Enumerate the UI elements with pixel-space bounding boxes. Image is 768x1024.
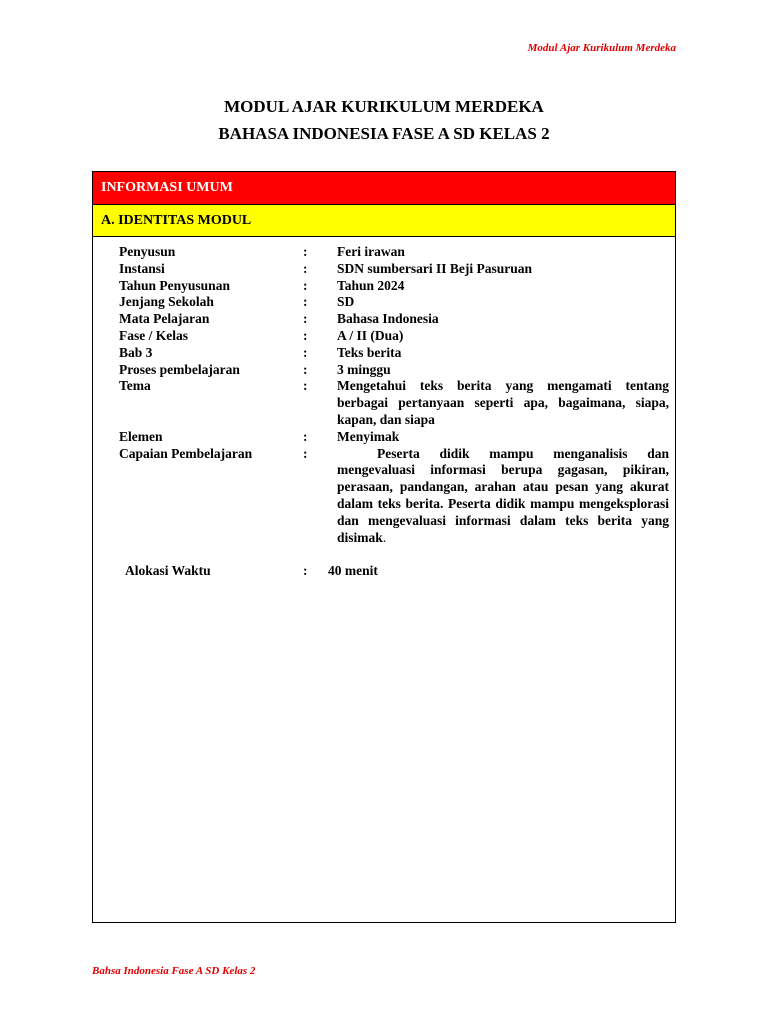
field-label: Penyusun	[119, 244, 176, 259]
running-header: Modul Ajar Kurikulum Merdeka	[527, 42, 676, 54]
field-label: Elemen	[119, 428, 163, 444]
field-label: Tahun Penyusunan	[119, 277, 230, 293]
field-separator: :	[303, 428, 308, 444]
identity-fields	[119, 244, 669, 546]
field-proses-pembelajaran	[119, 362, 669, 379]
field-label: Tema	[119, 378, 151, 394]
field-value: Menyimak	[337, 428, 400, 444]
field-separator: :	[303, 244, 308, 259]
field-label: Proses pembelajaran	[119, 361, 240, 377]
field-tema	[119, 378, 669, 428]
field-alokasi-waktu	[125, 563, 378, 580]
field-label: Jenjang Sekolah	[119, 294, 214, 310]
identity-table	[92, 171, 676, 923]
field-separator: :	[303, 344, 308, 360]
section-heading-informasi-umum: INFORMASI UMUM	[93, 172, 675, 205]
field-label: Fase / Kelas	[119, 327, 188, 343]
field-penyusun	[119, 244, 669, 261]
field-mata-pelajaran	[119, 311, 669, 328]
field-value: 3 minggu	[337, 361, 391, 377]
field-instansi	[119, 261, 669, 278]
field-label: Mata Pelajaran	[119, 311, 210, 327]
field-value: Tahun 2024	[337, 277, 405, 293]
field-separator: :	[303, 327, 308, 343]
field-bab	[119, 345, 669, 362]
field-value: 40 menit	[328, 563, 378, 578]
capaian-trailing: .	[382, 529, 387, 545]
field-value	[337, 446, 669, 547]
field-separator: :	[303, 311, 308, 327]
capaian-text: Peserta didik mampu menganalisis dan mengevaluasi informasi berupa gagasan, pikiran, perasaan, pandangan, arahan atau pesan yang akurat dalam teks berita. Peserta didik mampu mengeksplorasi dan mengevaluasi informasi dalam teks berita yang disimak	[337, 445, 669, 545]
field-label: Bab 3	[119, 344, 153, 360]
field-value: Mengetahui teks berita yang mengamati tentang berbagai pertanyaan seperti apa, bagaimana, siapa, kapan, dan siapa	[337, 378, 669, 427]
field-label: Instansi	[119, 260, 165, 276]
field-separator: :	[303, 445, 308, 461]
field-separator: :	[303, 294, 308, 310]
field-value: Bahasa Indonesia	[337, 311, 439, 327]
document-title	[0, 93, 768, 147]
field-jenjang-sekolah	[119, 294, 669, 311]
field-fase-kelas	[119, 328, 669, 345]
field-value: A / II (Dua)	[337, 327, 404, 343]
field-value: Teks berita	[337, 344, 402, 360]
field-capaian-pembelajaran	[119, 446, 669, 547]
field-label: Alokasi Waktu	[125, 563, 211, 578]
field-value: SDN sumbersari II Beji Pasuruan	[337, 260, 533, 276]
field-value: SD	[337, 294, 355, 310]
field-separator: :	[303, 563, 308, 578]
field-elemen	[119, 429, 669, 446]
field-separator: :	[303, 378, 308, 394]
running-footer: Bahsa Indonesia Fase A SD Kelas 2	[92, 965, 256, 977]
title-line-1: MODUL AJAR KURIKULUM MERDEKA	[224, 97, 544, 116]
subsection-heading-identitas-modul: A. IDENTITAS MODUL	[93, 205, 675, 237]
title-line-2: BAHASA INDONESIA FASE A SD KELAS 2	[218, 124, 550, 143]
field-label: Capaian Pembelajaran	[119, 445, 253, 461]
field-separator: :	[303, 277, 308, 293]
field-separator: :	[303, 260, 308, 276]
field-separator: :	[303, 361, 308, 377]
field-tahun-penyusunan	[119, 278, 669, 295]
field-value: Feri irawan	[337, 244, 405, 259]
